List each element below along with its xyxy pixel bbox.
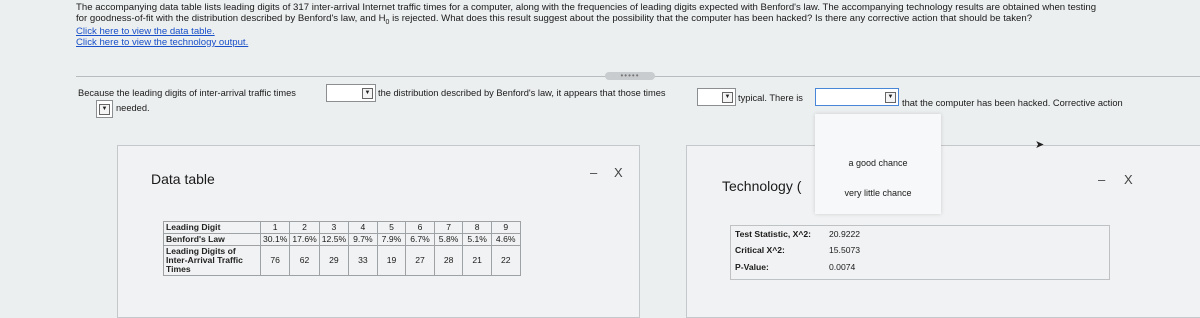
row-header: Benford's Law xyxy=(164,234,261,246)
answer-text-part-4: that the computer has been hacked. Corrective action xyxy=(902,98,1123,108)
data-table-title: Data table xyxy=(151,171,215,187)
dropdown-arrow-icon: ▼ xyxy=(99,104,110,115)
table-cell: 8 xyxy=(463,222,492,234)
table-cell: 3 xyxy=(319,222,348,234)
dropdown-3[interactable] xyxy=(815,88,899,106)
question-line-2-start: for goodness-of-fit with the distribution described by Benford's law, and H xyxy=(76,13,386,24)
p-value-value: 0.0074 xyxy=(829,262,856,272)
table-cell: 9 xyxy=(491,222,520,234)
table-cell: 7.9% xyxy=(377,234,406,246)
table-cell: 30.1% xyxy=(261,234,290,246)
table-cell: 9.7% xyxy=(349,234,378,246)
minimize-icon[interactable]: – xyxy=(590,165,598,180)
table-cell: 5.8% xyxy=(434,234,463,246)
question-line-2-end: is rejected. What does this result suggest about the possibility that the computer has been hacked? Is there any corrective action that should be taken? xyxy=(389,13,1033,24)
dropdown-3-menu xyxy=(815,114,941,214)
test-statistic-value: 20.9222 xyxy=(829,229,861,239)
table-cell: 7 xyxy=(434,222,463,234)
minimize-icon[interactable]: – xyxy=(1098,172,1106,187)
table-cell: 33 xyxy=(349,246,378,276)
critical-value-label: Critical X^2: xyxy=(735,245,785,255)
h0-subscript: 0 xyxy=(385,18,390,26)
table-cell: 17.6% xyxy=(290,234,319,246)
table-cell: 62 xyxy=(290,246,319,276)
view-data-table-link[interactable]: Click here to view the data table. xyxy=(76,26,215,37)
answer-text-part-3: typical. There is xyxy=(738,93,803,103)
technology-title-trail: ( xyxy=(796,178,802,194)
table-cell: 29 xyxy=(319,246,348,276)
critical-value-value: 15.5073 xyxy=(829,245,861,255)
row-header: Leading Digits of Inter-Arrival Traffic Times xyxy=(164,246,261,276)
option-very-little-chance[interactable]: very little chance xyxy=(844,188,912,198)
table-cell: 12.5% xyxy=(319,234,348,246)
dropdown-4[interactable] xyxy=(96,100,113,118)
table-cell: 5.1% xyxy=(463,234,492,246)
dropdown-2[interactable] xyxy=(697,88,736,106)
table-cell: 19 xyxy=(377,246,406,276)
table-row-leading-digit xyxy=(164,222,521,234)
close-icon[interactable]: X xyxy=(614,165,623,180)
table-cell: 27 xyxy=(406,246,435,276)
test-statistic-label: Test Statistic, X^2: xyxy=(735,229,812,239)
question-line-1: The accompanying data table lists leading digits of 317 inter-arrival Internet traffic times for a computer, along with the frequencies of leading digits expected with Benford's law. The accompanying technology results are obtained when testing xyxy=(76,2,1097,13)
p-value-label: P-Value: xyxy=(735,262,769,272)
dropdown-arrow-icon: ▼ xyxy=(885,92,896,103)
answer-text-part-1: Because the leading digits of inter-arrival traffic times xyxy=(78,88,296,98)
pointer-cursor-icon: ➤ xyxy=(1035,139,1045,151)
table-cell: 76 xyxy=(261,246,290,276)
dropdown-arrow-icon: ▼ xyxy=(722,92,733,103)
dropdown-arrow-icon: ▼ xyxy=(362,88,373,99)
dropdown-1[interactable] xyxy=(326,84,376,102)
row-header: Leading Digit xyxy=(164,222,261,234)
data-table xyxy=(163,221,521,276)
table-cell: 5 xyxy=(377,222,406,234)
question-text xyxy=(76,2,1186,28)
answer-text-part-2: the distribution described by Benford's law, it appears that those times xyxy=(378,88,666,98)
table-cell: 1 xyxy=(261,222,290,234)
table-cell: 6 xyxy=(406,222,435,234)
table-cell: 6.7% xyxy=(406,234,435,246)
table-row-benford xyxy=(164,234,521,246)
table-cell: 22 xyxy=(491,246,520,276)
technology-title-text: Technology xyxy=(722,178,793,194)
table-cell: 28 xyxy=(434,246,463,276)
question-line-2 xyxy=(76,13,1186,28)
option-a-good-chance[interactable]: a good chance xyxy=(848,158,908,168)
table-cell: 4 xyxy=(349,222,378,234)
technology-title xyxy=(722,178,801,194)
divider-handle[interactable]: ••••• xyxy=(605,72,655,80)
answer-text-part-5: needed. xyxy=(116,103,150,113)
close-icon[interactable]: X xyxy=(1124,172,1133,187)
table-cell: 2 xyxy=(290,222,319,234)
view-technology-output-link[interactable]: Click here to view the technology output. xyxy=(76,37,249,48)
table-row-observed xyxy=(164,246,521,276)
table-cell: 4.6% xyxy=(491,234,520,246)
table-cell: 21 xyxy=(463,246,492,276)
